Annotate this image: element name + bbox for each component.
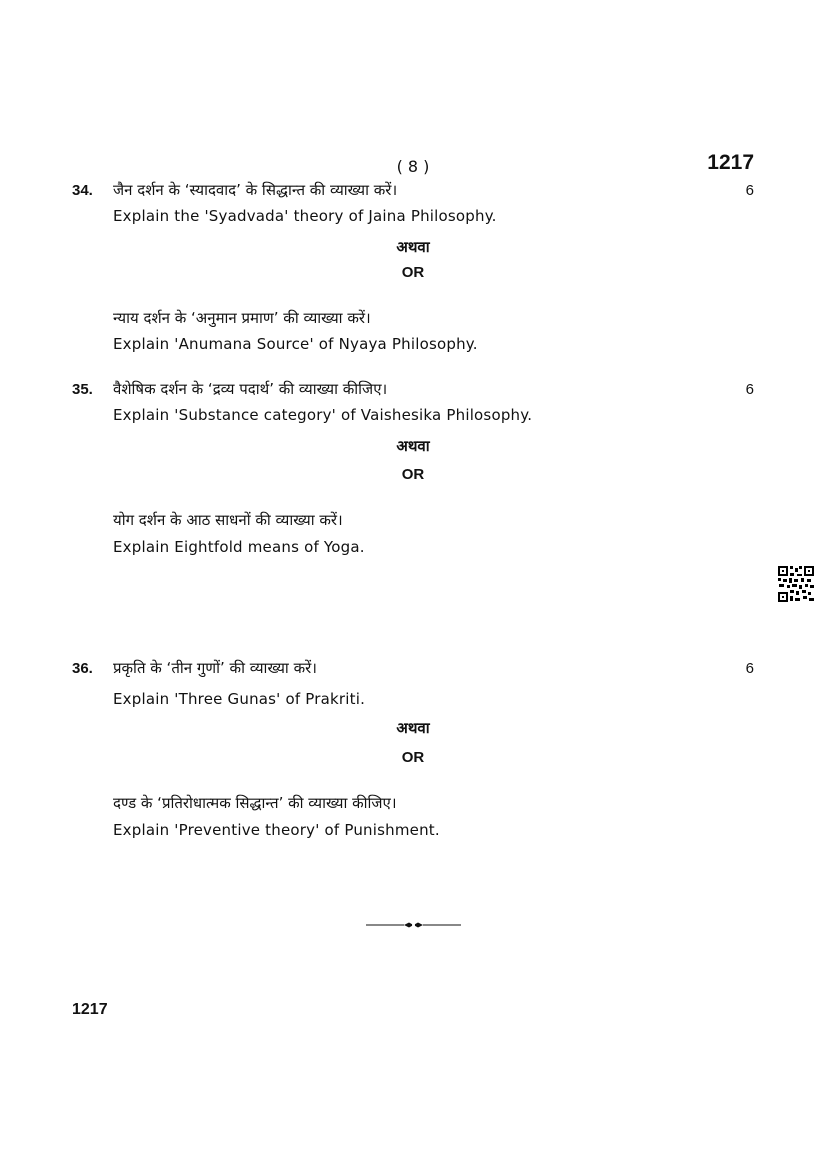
- page-number: ( 8 ): [396, 157, 430, 176]
- question-34-alt-hindi: न्याय दर्शन के ‘अनुमान प्रमाण’ की व्याख्या करें।: [113, 309, 371, 327]
- or-label-34: OR: [401, 264, 425, 281]
- athva-label-35: अथवा: [396, 437, 430, 455]
- question-36-english: Explain 'Three Gunas' of Prakriti.: [113, 690, 366, 708]
- ornament-divider-icon: [366, 919, 461, 931]
- athva-label-34: अथवा: [396, 238, 430, 256]
- or-label-35: OR: [401, 466, 425, 483]
- paper-code-top: 1217: [707, 151, 754, 174]
- question-35-alt-english: Explain Eightfold means of Yoga.: [113, 538, 365, 556]
- athva-label-36: अथवा: [396, 719, 430, 737]
- question-35-marks: 6: [745, 381, 754, 398]
- question-34-hindi: जैन दर्शन के ‘स्यादवाद’ के सिद्धान्त की व्याख्या करें।: [113, 181, 398, 199]
- or-label-36: OR: [401, 749, 425, 766]
- question-34-marks: 6: [745, 182, 754, 199]
- question-35-hindi: वैशेषिक दर्शन के ‘द्रव्य पदार्थ’ की व्याख्या कीजिए।: [113, 380, 388, 398]
- qr-code-icon: [777, 565, 815, 603]
- question-36-marks: 6: [745, 660, 754, 677]
- question-34-english: Explain the 'Syadvada' theory of Jaina Philosophy.: [113, 207, 497, 225]
- question-36-hindi: प्रकृति के ‘तीन गुणों’ की व्याख्या करें।: [113, 659, 317, 677]
- question-number-36: 36.: [72, 660, 93, 677]
- question-36-alt-english: Explain 'Preventive theory' of Punishment.: [113, 821, 440, 839]
- question-35-alt-hindi: योग दर्शन के आठ साधनों की व्याख्या करें।: [113, 511, 343, 529]
- question-34-alt-english: Explain 'Anumana Source' of Nyaya Philosophy.: [113, 335, 478, 353]
- question-36-alt-hindi: दण्ड के ‘प्रतिरोधात्मक सिद्धान्त’ की व्याख्या कीजिए।: [113, 794, 397, 812]
- paper-code-bottom: 1217: [72, 1001, 108, 1018]
- question-number-34: 34.: [72, 182, 93, 199]
- question-35-english: Explain 'Substance category' of Vaishesika Philosophy.: [113, 406, 533, 424]
- question-number-35: 35.: [72, 381, 93, 398]
